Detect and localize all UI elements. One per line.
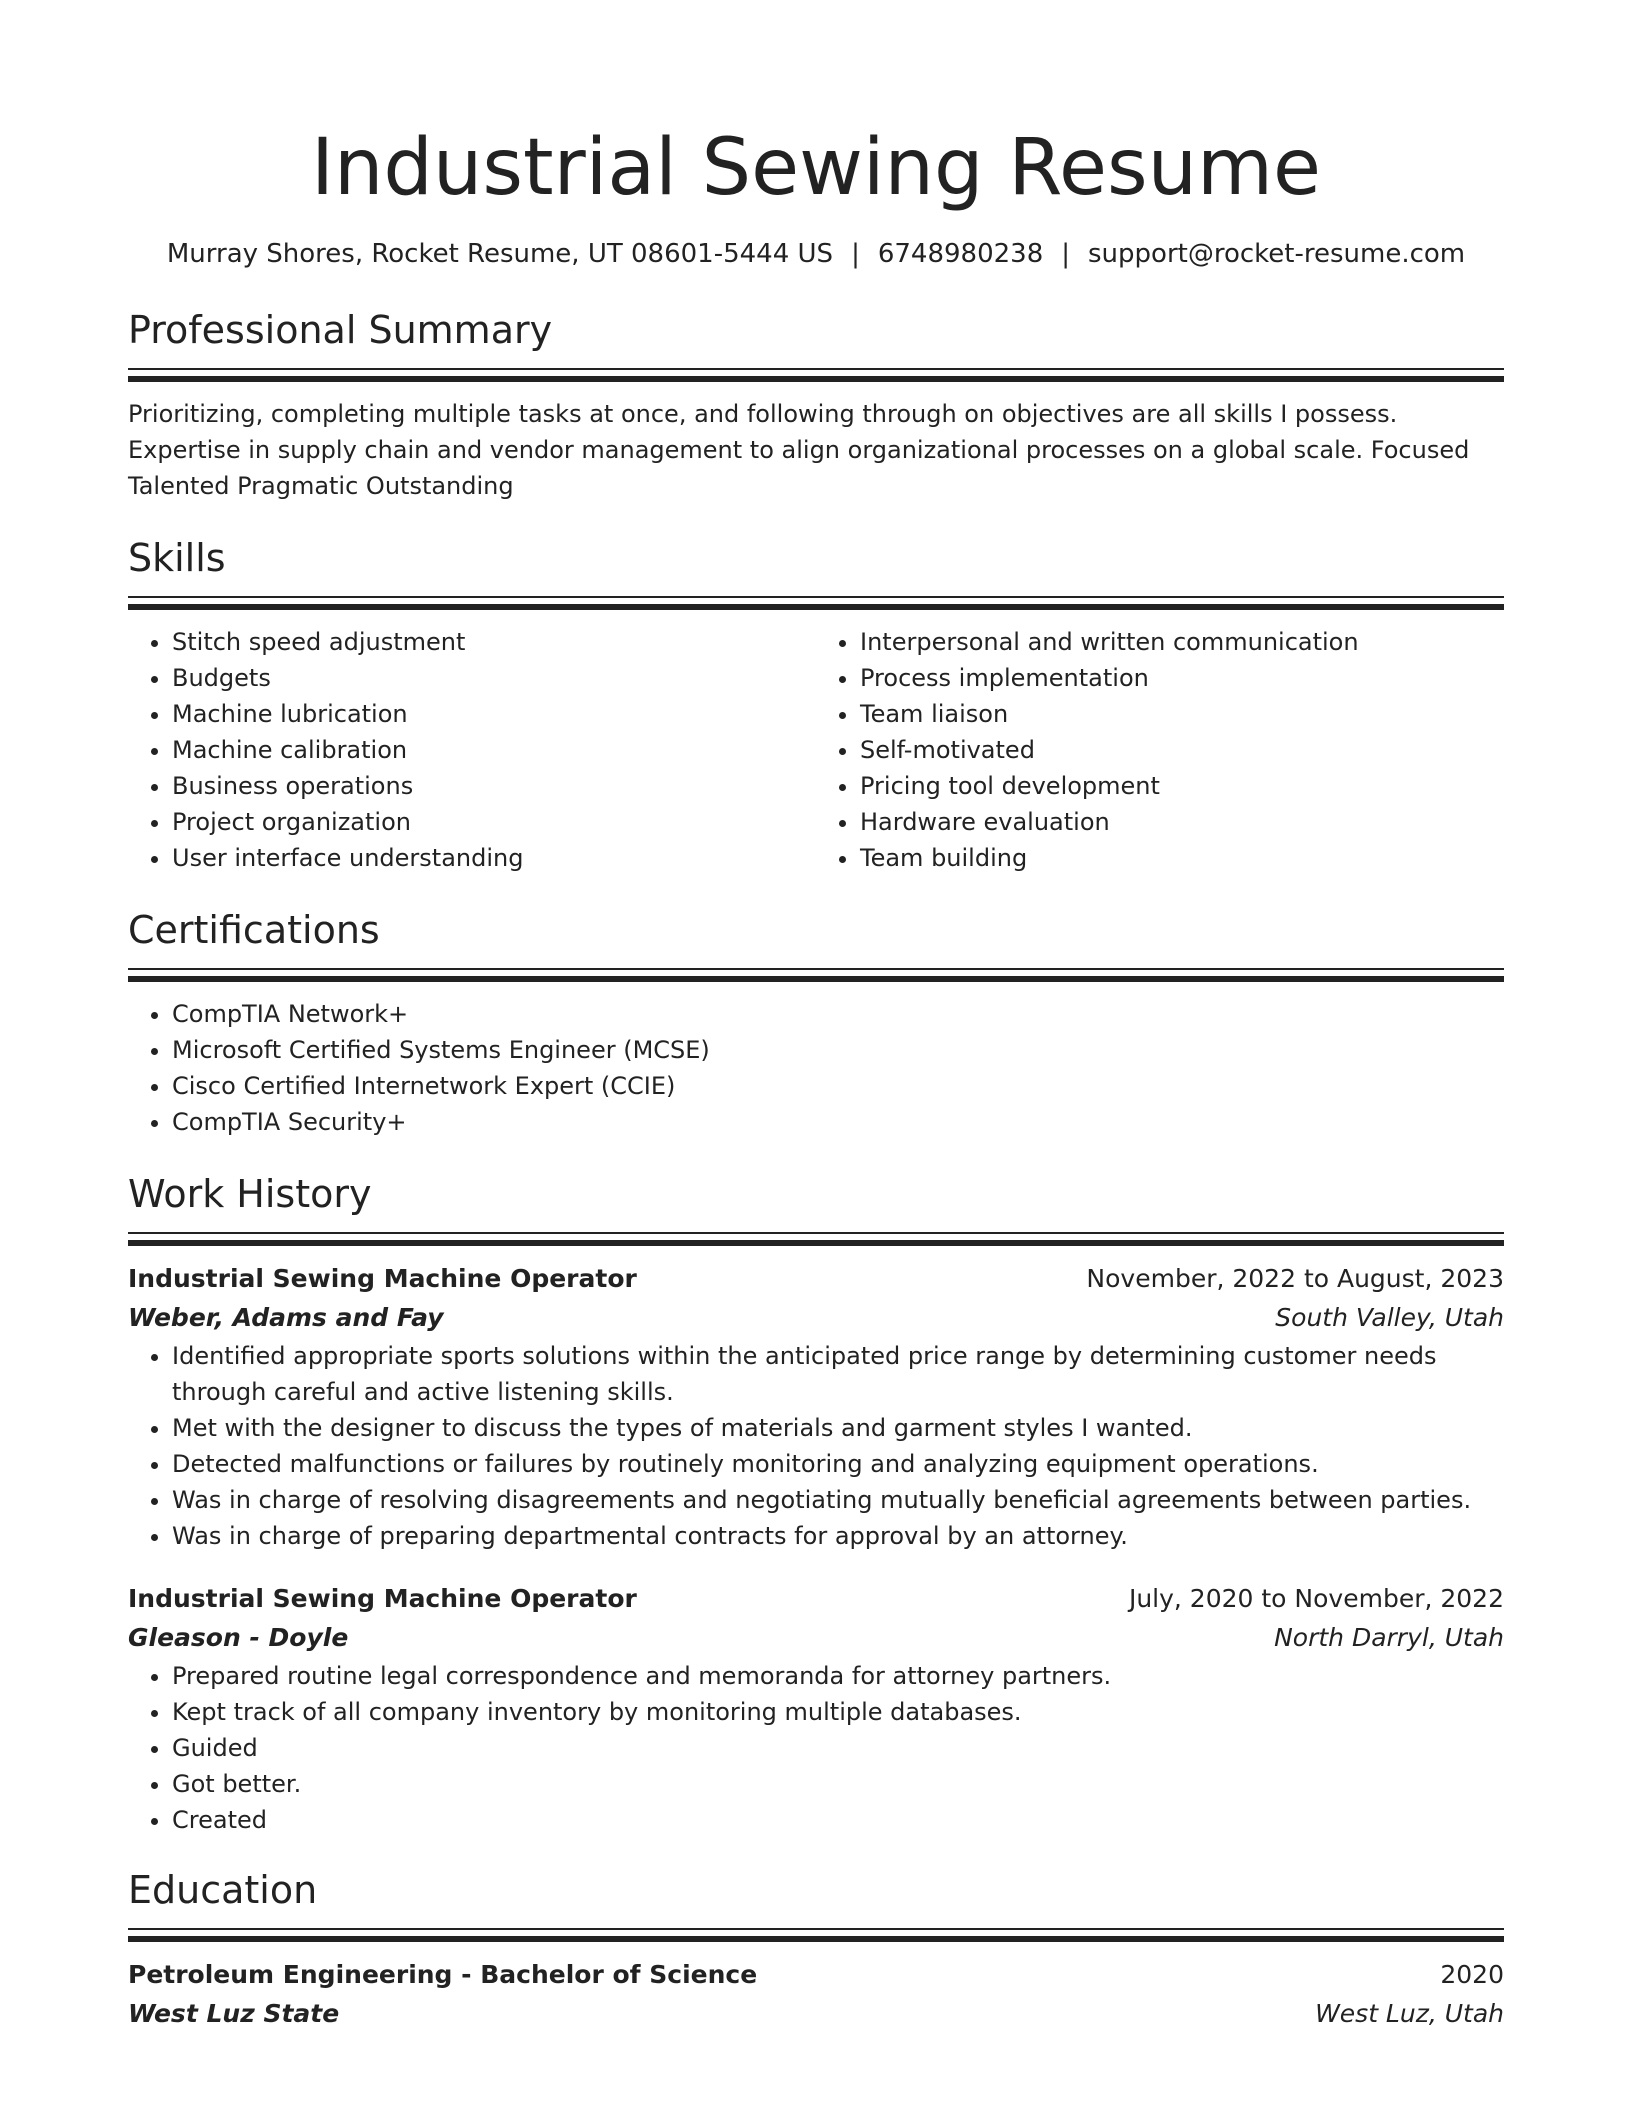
section-divider — [128, 1232, 1504, 1246]
certifications-heading: Certifications — [128, 908, 380, 952]
job-duty-item: • Identified appropriate sports solutions within the anticipated price range by determining customer needs through careful and active listening skills. — [172, 1338, 1504, 1410]
job-employer: Weber, Adams and Fay — [128, 1303, 444, 1332]
contact-address: Murray Shores, Rocket Resume, UT 08601-5444 US — [166, 239, 834, 269]
job-duty-item: • Prepared routine legal correspondence and memoranda for attorney partners. — [172, 1658, 1504, 1694]
job-dates: November, 2022 to August, 2023 — [1086, 1264, 1504, 1293]
job-duty-item: • Was in charge of preparing departmental contracts for approval by an attorney. — [172, 1518, 1504, 1554]
job-employer: Gleason - Doyle — [128, 1623, 349, 1652]
section-divider — [128, 596, 1504, 610]
skill-item: • Hardware evaluation — [860, 804, 1504, 840]
work-history-section — [128, 1170, 1504, 1838]
education-location: West Luz, Utah — [1315, 1999, 1504, 2028]
job-duties-list — [128, 1338, 1504, 1554]
job-location: North Darryl, Utah — [1274, 1623, 1504, 1652]
job-header — [128, 1580, 1504, 1618]
job-entry — [128, 1260, 1504, 1554]
job-duty-item: • Created — [172, 1802, 1504, 1838]
certifications-section — [128, 906, 1504, 1140]
education-degree: Petroleum Engineering - Bachelor of Science — [128, 1960, 758, 1989]
skill-item: • Project organization — [172, 804, 816, 840]
skill-item: • Business operations — [172, 768, 816, 804]
job-title: Industrial Sewing Machine Operator — [128, 1264, 637, 1293]
job-duties-list — [128, 1658, 1504, 1838]
section-divider — [128, 368, 1504, 382]
skill-item: • Team liaison — [860, 696, 1504, 732]
summary-text: Prioritizing, completing multiple tasks at once, and following through on objectives are all skills I possess. Expertise in supply chain and vendor management to align organizational processes on a global scale. Focused Talented Pragmatic Outstanding — [128, 400, 1470, 500]
job-duty-item: • Got better. — [172, 1766, 1504, 1802]
education-heading: Education — [128, 1868, 318, 1912]
job-duty-item: • Guided — [172, 1730, 1504, 1766]
work-history-heading: Work History — [128, 1172, 372, 1216]
skill-item: • Self-motivated — [860, 732, 1504, 768]
skill-item: • Interpersonal and written communication — [860, 624, 1504, 660]
skills-heading: Skills — [128, 536, 226, 580]
job-header — [128, 1260, 1504, 1298]
skills-list-right — [816, 624, 1504, 876]
summary-heading: Professional Summary — [128, 308, 553, 352]
skills-section — [128, 534, 1504, 876]
job-duty-item: • Detected malfunctions or failures by routinely monitoring and analyzing equipment operations. — [172, 1446, 1504, 1482]
skill-item: • Pricing tool development — [860, 768, 1504, 804]
skills-list-left — [128, 624, 816, 876]
job-duty-item: • Was in charge of resolving disagreements and negotiating mutually beneficial agreements between parties. — [172, 1482, 1504, 1518]
certification-item: • Microsoft Certified Systems Engineer (MCSE) — [172, 1032, 1504, 1068]
education-school: West Luz State — [128, 1999, 340, 2028]
job-title: Industrial Sewing Machine Operator — [128, 1584, 637, 1613]
contact-phone: 6748980238 — [877, 239, 1044, 269]
job-entry — [128, 1580, 1504, 1838]
skill-item: • Stitch speed adjustment — [172, 624, 816, 660]
skill-item: • Machine calibration — [172, 732, 816, 768]
section-divider — [128, 968, 1504, 982]
certification-item: • CompTIA Security+ — [172, 1104, 1504, 1140]
skill-item: • User interface understanding — [172, 840, 816, 876]
job-location: South Valley, Utah — [1275, 1303, 1504, 1332]
skill-item: • Budgets — [172, 660, 816, 696]
education-entry — [128, 1956, 1504, 2034]
section-divider — [128, 1928, 1504, 1942]
education-subheader — [128, 1994, 1504, 2034]
skill-item: • Machine lubrication — [172, 696, 816, 732]
education-year: 2020 — [1440, 1960, 1504, 1989]
skill-item: • Process implementation — [860, 660, 1504, 696]
certification-item: • CompTIA Network+ — [172, 996, 1504, 1032]
summary-section — [128, 306, 1504, 504]
skills-columns — [128, 624, 1504, 876]
contact-separator: | — [851, 239, 860, 269]
education-header — [128, 1956, 1504, 1994]
certification-item: • Cisco Certified Internetwork Expert (CCIE) — [172, 1068, 1504, 1104]
job-dates: July, 2020 to November, 2022 — [1128, 1584, 1504, 1613]
job-subheader — [128, 1618, 1504, 1658]
contact-email: support@rocket-resume.com — [1088, 239, 1466, 269]
certifications-list — [128, 996, 1504, 1140]
skill-item: • Team building — [860, 840, 1504, 876]
job-subheader — [128, 1298, 1504, 1338]
contact-separator: | — [1061, 239, 1071, 269]
job-duty-item: • Kept track of all company inventory by monitoring multiple databases. — [172, 1694, 1504, 1730]
job-duty-item: • Met with the designer to discuss the types of materials and garment styles I wanted. — [172, 1410, 1504, 1446]
contact-line — [128, 238, 1504, 270]
resume-title: Industrial Sewing Resume — [310, 123, 1322, 213]
resume-page — [128, 0, 1504, 2034]
education-section — [128, 1866, 1504, 2034]
